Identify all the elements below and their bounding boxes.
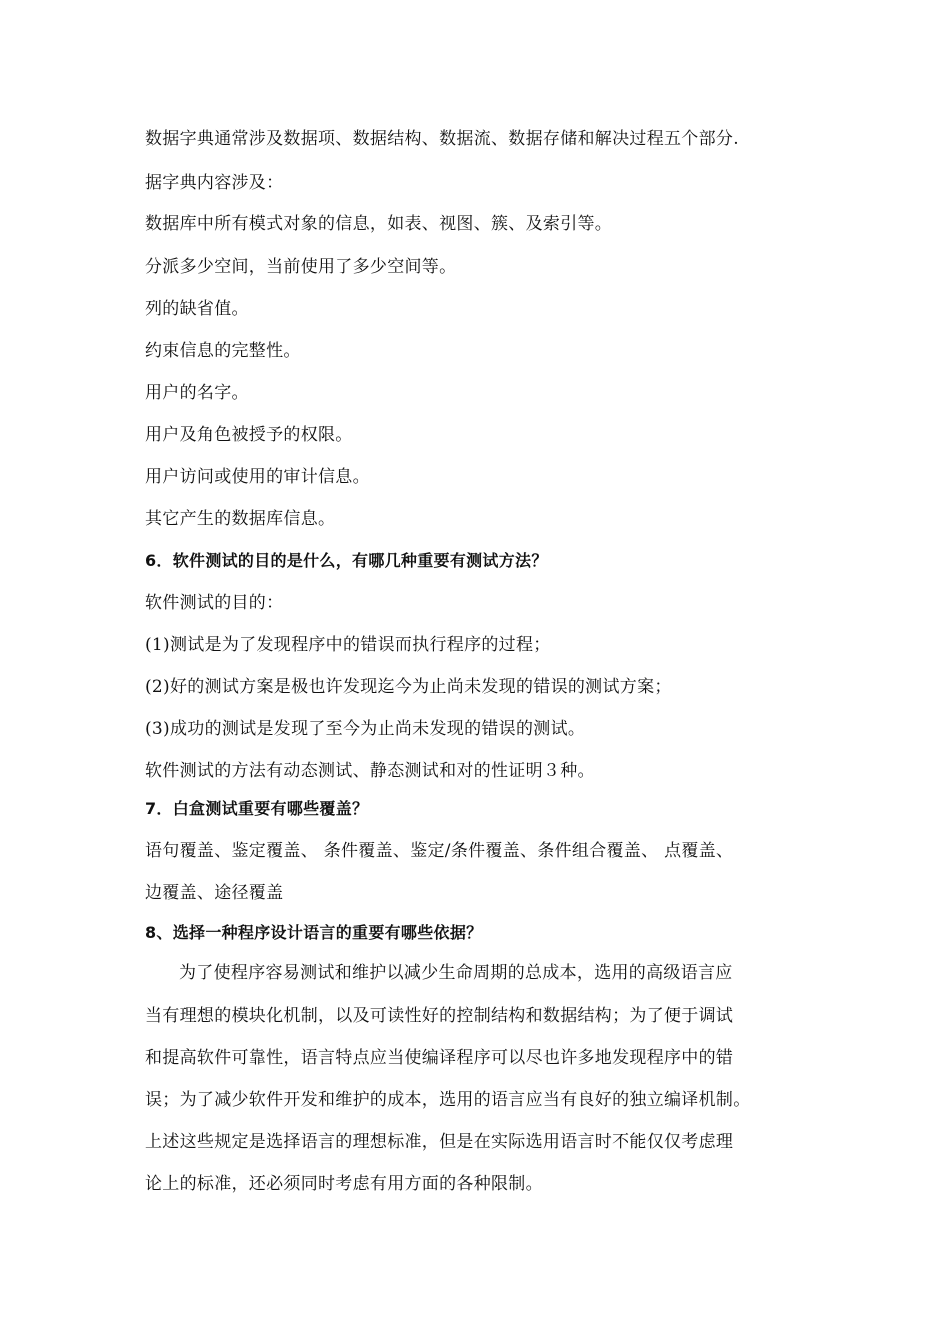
text-line: 据字典内容涉及： — [145, 173, 284, 193]
text-line: 约束信息的完整性。 — [145, 341, 301, 361]
text-line: 分派多少空间，当前使用了多少空间等。 — [145, 257, 457, 277]
text-line: 用户访问或使用的审计信息。 — [145, 467, 370, 487]
text-line: 论上的标准，还必须同时考虑有用方面的各种限制。 — [145, 1174, 543, 1194]
text-line: 数据库中所有模式对象的信息，如表、视图、簇、及索引等。 — [145, 214, 613, 234]
text-line: 其它产生的数据库信息。 — [145, 509, 336, 529]
section-heading: 8、选择一种程序设计语言的重要有哪些依据？ — [145, 923, 483, 942]
text-line: 用户的名字。 — [145, 383, 249, 403]
text-line: 误；为了减少软件开发和维护的成本，选用的语言应当有良好的独立编译机制。 — [145, 1090, 751, 1110]
section-heading: 7．白盒测试重要有哪些覆盖？ — [145, 799, 369, 818]
text-line: (2)好的测试方案是极也许发现迄今为止尚未发现的错误的测试方案； — [145, 677, 672, 697]
text-line: 和提高软件可靠性，语言特点应当使编译程序可以尽也许多地发现程序中的错 — [145, 1048, 734, 1068]
text-line: (3)成功的测试是发现了至今为止尚未发现的错误的测试。 — [145, 719, 586, 739]
text-line: 边覆盖、途径覆盖 — [145, 883, 284, 903]
text-line: 数据字典通常涉及数据项、数据结构、数据流、数据存储和解决过程五个部分. — [145, 129, 739, 149]
text-line: 语句覆盖、鉴定覆盖、 条件覆盖、鉴定/条件覆盖、条件组合覆盖、 点覆盖、 — [145, 841, 734, 861]
section-heading: 6．软件测试的目的是什么，有哪几种重要有测试方法？ — [145, 551, 548, 570]
text-line: 上述这些规定是选择语言的理想标准，但是在实际选用语言时不能仅仅考虑理 — [145, 1132, 734, 1152]
text-line: 软件测试的目的： — [145, 593, 284, 613]
text-line: 为了使程序容易测试和维护以减少生命周期的总成本，选用的高级语言应 — [179, 963, 733, 983]
text-line: (1)测试是为了发现程序中的错误而执行程序的过程； — [145, 635, 551, 655]
text-line: 当有理想的模块化机制，以及可读性好的控制结构和数据结构；为了便于调试 — [145, 1006, 734, 1026]
text-line: 用户及角色被授予的权限。 — [145, 425, 353, 445]
text-line: 软件测试的方法有动态测试、静态测试和对的性证明３种。 — [145, 761, 595, 781]
text-line: 列的缺省值。 — [145, 299, 249, 319]
